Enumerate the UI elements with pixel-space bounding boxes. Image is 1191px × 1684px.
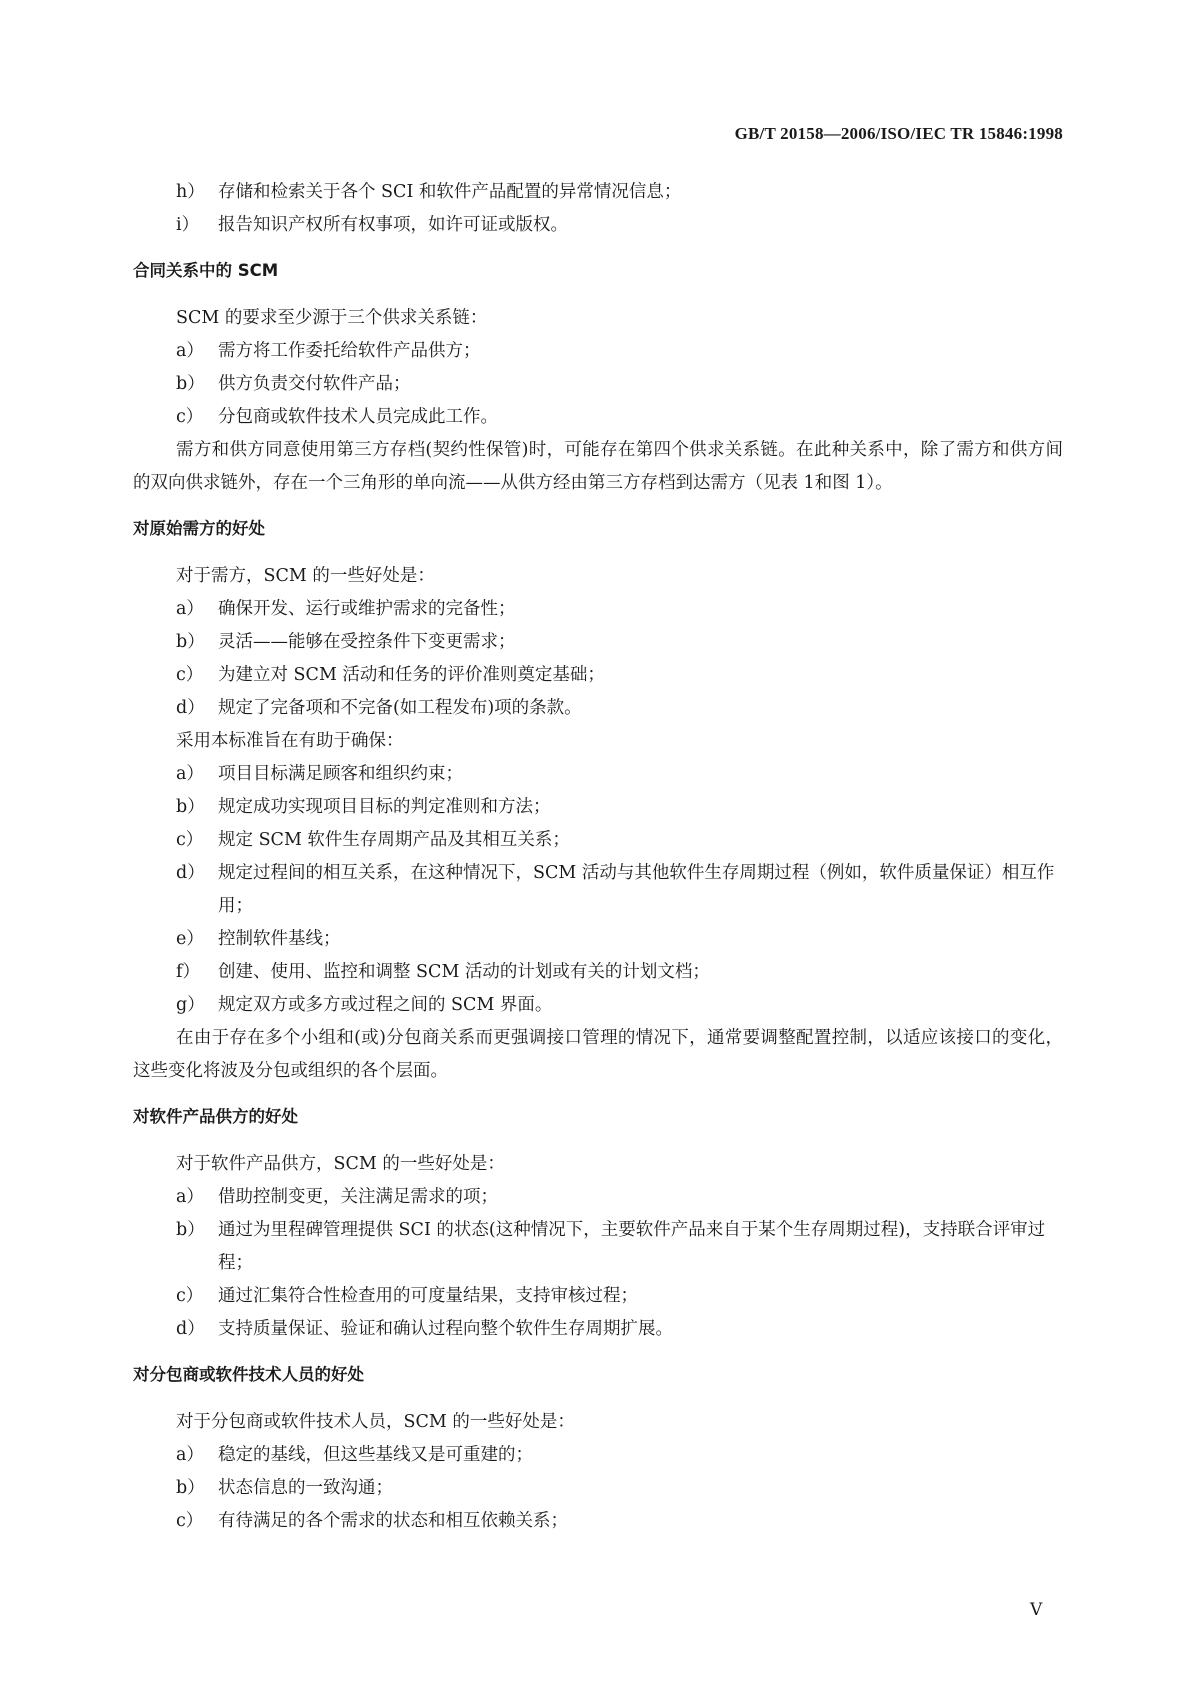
item-marker: b） <box>176 1220 205 1240</box>
list-item <box>133 335 1063 368</box>
list-item <box>133 824 1063 857</box>
item-text: 支持质量保证、验证和确认过程向整个软件生存周期扩展。 <box>218 1319 673 1339</box>
item-text: 稳定的基线，但这些基线又是可重建的； <box>218 1445 533 1465</box>
body-paragraph: 在由于存在多个小组和(或)分包商关系而更强调接口管理的情况下，通常要调整配置控制，以适应该接口的变化，这些变化将波及分包或组织的各个层面。 <box>133 1028 1063 1081</box>
section-heading-acquirer-benefits: 对原始需方的好处 <box>133 519 265 538</box>
item-marker: c） <box>176 665 204 685</box>
item-marker: d） <box>176 1319 205 1339</box>
list-item <box>133 989 1063 1022</box>
list-item <box>133 923 1063 956</box>
item-marker: b） <box>176 797 205 817</box>
list-item <box>133 1214 1063 1280</box>
list-item <box>133 368 1063 401</box>
body-paragraph: 需方和供方同意使用第三方存档(契约性保管)时，可能存在第四个供求关系链。在此种关系中，除了需方和供方间的双向供求链外，存在一个三角形的单向流——从供方经由第三方存档到达需方（见表 1和图 1）。 <box>133 440 1063 493</box>
list-item <box>133 176 1063 209</box>
item-marker: a） <box>176 1187 204 1207</box>
item-text: 通过为里程碑管理提供 SCI 的状态(这种情况下，主要软件产品来自于某个生存周期过程)，支持联合评审过程； <box>218 1220 1046 1273</box>
item-text: 规定过程间的相互关系，在这种情况下，SCM 活动与其他软件生存周期过程（例如，软件质量保证）相互作用； <box>218 863 1055 916</box>
list-item <box>133 1280 1063 1313</box>
item-marker: c） <box>176 407 204 427</box>
item-marker: b） <box>176 374 205 394</box>
list-item <box>133 1181 1063 1214</box>
item-text: 规定了完备项和不完备(如工程发布)项的条款。 <box>218 698 582 718</box>
list-item <box>133 626 1063 659</box>
item-text: 确保开发、运行或维护需求的完备性； <box>218 599 516 619</box>
section-intro: 对于软件产品供方，SCM 的一些好处是： <box>176 1154 505 1174</box>
item-marker: i） <box>176 215 200 235</box>
item-text: 分包商或软件技术人员完成此工作。 <box>218 407 498 427</box>
item-marker: b） <box>176 632 205 652</box>
list-item <box>133 593 1063 626</box>
item-text: 需方将工作委托给软件产品供方； <box>218 341 481 361</box>
section-intro: 采用本标准旨在有助于确保： <box>176 731 404 751</box>
item-text: 有待满足的各个需求的状态和相互依赖关系； <box>218 1511 568 1531</box>
list-item <box>133 209 1063 242</box>
section-heading-supplier-benefits: 对软件产品供方的好处 <box>133 1107 298 1126</box>
item-marker: a） <box>176 341 204 361</box>
item-marker: b） <box>176 1478 205 1498</box>
list-item <box>133 791 1063 824</box>
item-marker: g） <box>176 995 205 1015</box>
item-marker: a） <box>176 764 204 784</box>
page-content <box>133 176 1063 1538</box>
item-text: 规定 SCM 软件生存周期产品及其相互关系； <box>218 830 570 850</box>
item-text: 控制软件基线； <box>218 929 341 949</box>
list-item <box>133 1505 1063 1538</box>
item-marker: e） <box>176 929 204 949</box>
item-text: 供方负责交付软件产品； <box>218 374 411 394</box>
section-intro: 对于需方，SCM 的一些好处是： <box>176 566 435 586</box>
list-item <box>133 659 1063 692</box>
item-text: 为建立对 SCM 活动和任务的评价准则奠定基础； <box>218 665 605 685</box>
list-item <box>133 692 1063 725</box>
standard-number-header: GB/T 20158—2006/ISO/IEC TR 15846:1998 <box>734 124 1063 143</box>
section-intro: SCM 的要求至少源于三个供求关系链： <box>176 308 488 328</box>
item-marker: a） <box>176 1445 204 1465</box>
item-marker: f） <box>176 962 200 982</box>
item-text: 项目目标满足顾客和组织约束； <box>218 764 463 784</box>
section-intro: 对于分包商或软件技术人员，SCM 的一些好处是： <box>176 1412 575 1432</box>
list-item <box>133 758 1063 791</box>
list-item <box>133 1472 1063 1505</box>
list-item <box>133 956 1063 989</box>
item-text: 状态信息的一致沟通； <box>218 1478 393 1498</box>
list-item <box>133 1439 1063 1472</box>
item-text: 通过汇集符合性检查用的可度量结果，支持审核过程； <box>218 1286 638 1306</box>
item-marker: d） <box>176 698 205 718</box>
page-number: V <box>1030 1600 1043 1620</box>
item-text: 报告知识产权所有权事项，如许可证或版权。 <box>218 215 568 235</box>
item-text: 灵活——能够在受控条件下变更需求； <box>218 632 516 652</box>
item-marker: a） <box>176 599 204 619</box>
section-heading-subcontractor-benefits: 对分包商或软件技术人员的好处 <box>133 1365 364 1384</box>
item-marker: c） <box>176 1511 204 1531</box>
item-text: 借助控制变更，关注满足需求的项； <box>218 1187 498 1207</box>
item-text: 规定双方或多方或过程之间的 SCM 界面。 <box>218 995 553 1015</box>
item-marker: c） <box>176 1286 204 1306</box>
item-text: 创建、使用、监控和调整 SCM 活动的计划或有关的计划文档； <box>218 962 710 982</box>
list-item <box>133 401 1063 434</box>
item-marker: h） <box>176 182 205 202</box>
item-marker: d） <box>176 863 205 883</box>
list-item <box>133 1313 1063 1346</box>
list-item <box>133 857 1063 923</box>
section-heading-scm-contract: 合同关系中的 SCM <box>133 261 279 280</box>
item-text: 存储和检索关于各个 SCI 和软件产品配置的异常情况信息； <box>218 182 682 202</box>
item-text: 规定成功实现项目目标的判定准则和方法； <box>218 797 551 817</box>
item-marker: c） <box>176 830 204 850</box>
